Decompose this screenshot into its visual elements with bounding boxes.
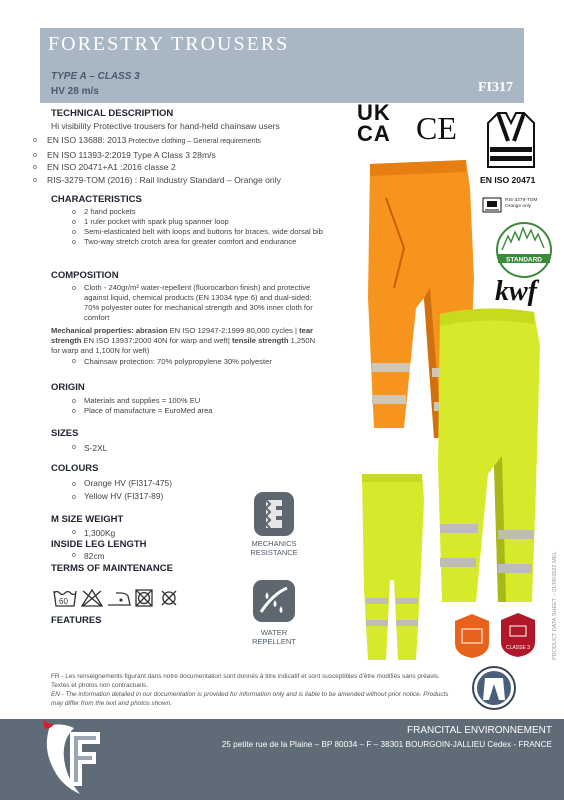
sizes-title: SIZES	[51, 428, 79, 439]
chainsaw-class-badge-orange	[454, 613, 490, 659]
features-title: FEATURES	[51, 615, 102, 626]
leg-title: INSIDE LEG LENGTH	[51, 539, 147, 550]
en20471-label: EN ISO 20471	[480, 175, 536, 185]
colours-list	[84, 477, 172, 503]
sizes-list	[84, 443, 107, 453]
disclaimer-en: EN - The information detailed in our documentation is provided for information only and is liable to be amended without prior notice. Products may differ from the text and photos shown.	[51, 691, 449, 707]
mechanics-label: MECHANICS RESISTANCE	[250, 539, 298, 557]
francital-logo	[40, 718, 106, 798]
page-title: FORESTRY TROUSERS	[48, 33, 290, 55]
hv-label: HV 28 m/s	[51, 86, 99, 97]
list-item: o Two-way stretch crotch area for greater comfort and endurance	[84, 237, 329, 247]
list-item: o RIS-3279-TOM (2016) : Rail Industry Standard – Orange only	[33, 174, 353, 187]
origin-title: ORIGIN	[51, 382, 85, 393]
trousers-type-icon	[471, 665, 517, 711]
chainsaw-class-badge-red	[500, 612, 536, 658]
weight-list	[84, 528, 115, 538]
list-item: o 2 hand pockets	[84, 207, 329, 217]
leg-list	[84, 551, 104, 561]
disclaimer	[51, 672, 451, 708]
technical-list	[33, 134, 353, 186]
standard-text: STANDARD	[506, 256, 542, 264]
colours-title: COLOURS	[51, 463, 99, 474]
ris-label: RIS-3279-TOM Orange only	[505, 198, 538, 209]
list-item: o 82cm	[84, 551, 104, 561]
type-label: TYPE A – CLASS 3	[51, 71, 140, 82]
list-item: o Cloth - 240gr/m² water-repellent (fluorocarbon finish) and protective against liquid, chemical products (EN 13034 type 6) and dual-sided: 70% polyester outer for mechanical strength and 30% inner cloth for comfort	[84, 283, 324, 323]
classe-label: CLASSE 3	[506, 645, 530, 651]
technical-title: TECHNICAL DESCRIPTION	[51, 108, 174, 119]
no-bleach-icon	[82, 590, 102, 606]
water-label: WATER REPELLENT	[252, 628, 296, 646]
characteristics-list	[84, 207, 329, 247]
characteristics-title: CHARACTERISTICS	[51, 194, 142, 205]
disclaimer-fr: FR - Les renseignements figurant dans notre documentation sont donnés à titre indicatif et sont susceptibles d'être modifiés sans préavis. Textes et photos non contractuels.	[51, 673, 440, 689]
list-item: o 1,300Kg	[84, 528, 115, 538]
list-item: o Materials and supplies = 100% EU	[84, 396, 324, 406]
origin-list	[84, 396, 324, 416]
list-item: o Place of manufacture = EuroMed area	[84, 406, 324, 416]
wash-60-icon	[54, 591, 76, 606]
reference-code: FI317	[478, 80, 513, 95]
list-item: o Semi-elasticated belt with loops and buttons for braces, wide dorsal bib	[84, 227, 329, 237]
composition-list	[84, 283, 324, 323]
list-item: o EN ISO 11393-2:2019 Type A Class 3 28m/s	[33, 149, 353, 162]
yellow-trousers-back-image	[358, 470, 428, 662]
list-item: o Chainsaw protection: 70% polypropylene 30% polyester	[84, 357, 324, 366]
composition-title: COMPOSITION	[51, 270, 119, 281]
hv-vest-icon	[486, 111, 536, 169]
ce-mark: CE	[416, 110, 457, 146]
weight-title: M SIZE WEIGHT	[51, 514, 124, 525]
list-item: o 1 ruler pocket with spark plug spanner loop	[84, 217, 329, 227]
technical-intro: Hi visibility Protective trousers for hand-held chainsaw users	[51, 121, 280, 131]
company-address: 25 petite rue de la Plaine – BP 80034 – F – 38301 BOURGOIN-JALLIEU Cedex - FRANCE	[221, 740, 552, 749]
yellow-trousers-front-image	[436, 306, 546, 604]
iron-low-icon	[108, 593, 130, 605]
list-item: o Orange HV (FI317-475)	[84, 477, 172, 490]
water-repellent-icon	[253, 580, 295, 622]
side-note: PRODUCT DATA SHEET – 21/09/2022 MEL	[552, 551, 558, 660]
chainsaw-list	[84, 357, 324, 366]
list-item: o Yellow HV (FI317-89)	[84, 490, 172, 503]
train-icon	[482, 197, 502, 213]
no-tumble-dry-icon	[136, 590, 152, 606]
mechanics-icon	[254, 492, 294, 536]
ukca-mark: UK CA	[357, 100, 391, 146]
care-symbols	[52, 587, 192, 609]
kwf-logo: kwf	[495, 276, 537, 307]
maintenance-title: TERMS OF MAINTENANCE	[51, 563, 173, 574]
mechanical-properties: Mechanical properties: abrasion EN ISO 12947-2:1999 80,000 cycles | tear strength EN ISO 13937:2000 40N for warp and weft| tensile strength 1,250N for warp and 1,100N for weft)	[51, 326, 316, 355]
kwf-standard-seal	[494, 222, 554, 278]
no-dry-clean-icon	[162, 591, 176, 605]
company-name: FRANCITAL ENVIRONNEMENT	[406, 725, 552, 736]
list-item: o EN ISO 20471+A1 :2016 classe 2	[33, 161, 353, 174]
list-item: o S-2XL	[84, 443, 107, 453]
list-item: o EN ISO 13688: 2013 Protective clothing – General requirements	[33, 134, 353, 149]
svg-text:60: 60	[59, 597, 68, 606]
